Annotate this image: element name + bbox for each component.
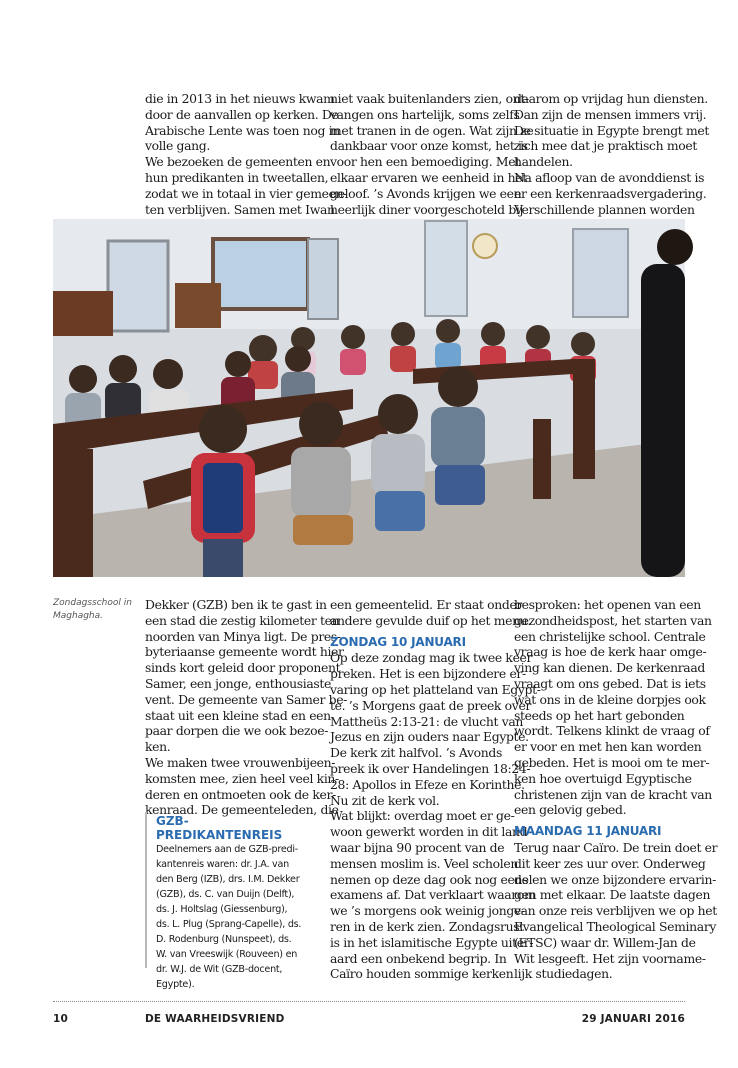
sidebar-title: GZB-PREDIKANTENREIS: [156, 814, 283, 842]
bottom-column-1: [145, 597, 348, 818]
bottom-column-2: [330, 597, 541, 982]
bottom-column-3-intro: besproken: het openen van een gezondheidspost, het starten van een christelijke school. Centrale vraag is hoe de kerk haar omge- ving kan dienen. De kerkenraad vraagt om ons gebed. Dat is iets wat ons in de kleine dorpjes ook steeds op het hart gebonden wordt. Telkens klinkt de vraag of er voor en met hen kan worden gebeden. Het is mooi om te mer- ken hoe overtuigd Egyptische christenen zijn van de kracht van een gelovig gebed.: [514, 597, 712, 818]
photo-caption: Zondagsschool in Maghagha.: [53, 598, 132, 621]
heading-zondag: ZONDAG 10 JANUARI: [330, 634, 466, 649]
bottom-column-2-intro: een gemeentelid. Er staat onder andere gevulde duif op het menu.: [330, 597, 531, 628]
page-number: 10: [53, 1013, 69, 1025]
top-column-3: [514, 91, 710, 217]
sunday-school-photo-drawing: [53, 219, 685, 577]
bottom-column-3-text: Terug naar Caïro. De trein doet er dit keer zes uur over. Onderweg delen we onze bijzondere ervarin- gen met elkaar. De laatste dagen van onze reis verblijven we op het Evangelical Theological Seminary (ETSC) waar dr. Willem-Jan de Wit lesgeeft. Het zijn voorname- lijk studiedagen.: [514, 839, 718, 982]
top-column-1-text: die in 2013 in het nieuws kwam door de aanvallen op kerken. De Arabische Lente was toen nog in volle gang. We bezoeken de gemeenten en hun predikanten in tweetallen, zodat we in totaal in vier gemeen- ten verblijven. Samen met Iwan: [145, 91, 348, 217]
top-column-3-text: daarom op vrijdag hun diensten. Dan zijn de mensen immers vrij. De situatie in Egypte brengt met zich mee dat je praktisch moet handelen. Na afloop van de avonddienst is er een kerkenraadsvergadering. Verschillende plannen worden: [514, 91, 710, 217]
publication-name: DE WAARHEIDSVRIEND: [145, 1013, 285, 1025]
heading-maandag: MAANDAG 11 JANUARI: [514, 824, 662, 839]
issue-date: 29 JANUARI 2016: [581, 1013, 685, 1025]
footer-divider: [53, 1001, 685, 1002]
bottom-column-3: [514, 597, 718, 982]
participants-sidebar: GZB-PREDIKANTENREIS Deelnemers aan de GZB-predi- kantenreis waren: dr. J.A. van den Berg (IZB), drs. I.M. Dekker (GZB), ds. C. van Duijn (Delft), ds. J. Holtslag (Giessenburg), ds. L. Plug (Sprang-Capelle), ds. D. Rodenburg (Nunspeet), ds. W. van Vreeswijk (Rouveen) en dr. W.J. de Wit (GZB-docent, Egypte).: [145, 812, 313, 968]
top-column-2: [330, 91, 534, 217]
top-column-2-text: niet vaak buitenlanders zien, ont- vangen ons hartelijk, soms zelfs met tranen in de ogen. Wat zijn ze dankbaar voor onze komst, het is voor hen een bemoediging. Met elkaar ervaren we eenheid in het geloof. ’s Avonds krijgen we een heerlijk diner voorgeschoteld bij: [330, 91, 534, 217]
bottom-column-1-text: Dekker (GZB) ben ik te gast in een stad die zestig kilometer ten noorden van Minya ligt. De pres- byteriaanse gemeente wordt hier sinds kort geleid door proponent Samer, een jonge, enthousiaste vent. De gemeente van Samer be- staat uit een kleine stad en een paar dorpen die we ook bezoe- ken. We maken twee vrouwenbijeen- komsten mee, zien heel veel kin- deren en ontmoeten ook de ker- kenraad. De gemeenteleden, die: [145, 597, 348, 818]
top-column-1: [145, 91, 348, 217]
sunday-school-photo: [53, 219, 685, 577]
bottom-column-2-text: Op deze zondag mag ik twee keer preken. Het is een bijzondere er- varing op het platteland van Egypt- te. ’s Morgens gaat de preek over Mattheüs 2:13-21: de vlucht van Jezus en zijn ouders naar Egypte. De kerk zit halfvol. ’s Avonds preek ik over Handelingen 18:24- 28: Apollos in Efeze en Korinthe. Nu zit de kerk vol. Wat blijkt: overdag moet er ge- woon gewerkt worden in dit land waar bijna 90 procent van de mensen moslim is. Veel scholen nemen op deze dag ook nog eens examens af. Dat verklaart waarom we ’s morgens ook weinig jonge- ren in de kerk zien. Zondagsrust is in het islamitische Egypte uiter- aard een onbekend begrip. In Caïro houden sommige kerken: [330, 650, 541, 982]
